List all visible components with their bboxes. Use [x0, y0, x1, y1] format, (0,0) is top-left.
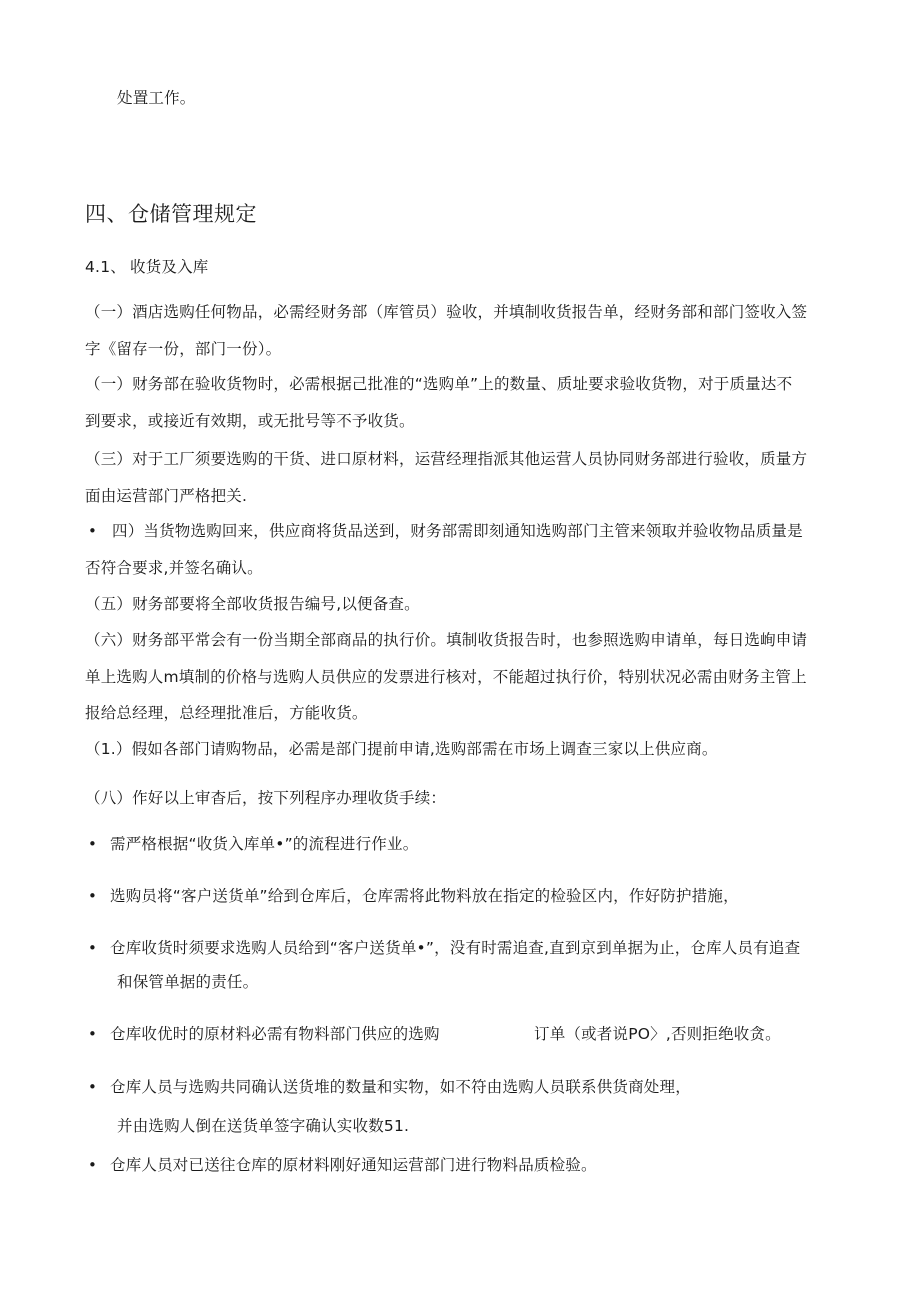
bullet-3-cont: 和保管单据的责任。 — [117, 973, 259, 991]
bullet-6-text: 仓库人员对已送往仓库的原材料刚好通知运营部门进行物料品质检验。 — [110, 1156, 597, 1174]
paragraph-6-line-2: 单上选购人m填制的价格与选购人员供应的发票进行核对，不能超过执行价，特别状况必需由财务主管上 — [85, 668, 807, 686]
paragraph-4-bullet: • — [88, 522, 97, 540]
paragraph-4-line-2: 否符合要求,并签名确认。 — [85, 559, 263, 577]
section-heading: 四、仓储管理规定 — [85, 202, 257, 226]
paragraph-1-line-2: 字《留存一份，部门一份）。 — [85, 340, 282, 358]
bullet-1-mark: • — [88, 835, 97, 853]
paragraph-2-line-2: 到要求，或接近有效期，或无批号等不予收货。 — [85, 412, 415, 430]
bullet-5-cont: 并由选购人倒在送货单签字确认实收数51. — [117, 1117, 410, 1135]
bullet-3-mark: • — [88, 939, 97, 957]
bullet-2-text: 选购员将“客户送货单”给到仓库后，仓库需将此物料放在指定的检验区内，作好防护措施， — [110, 887, 739, 905]
paragraph-1-line-1: （一）酒店选购任何物品，必需经财务部（库管员）验收，并填制收货报告单，经财务部和部门签收入签 — [85, 303, 808, 321]
paragraph-7-line-1: （1.）假如各部门请购物品，必需是部门提前申请,选购部需在市场上调查三家以上供应商。 — [85, 740, 718, 758]
bullet-4-text-b: 订单（或者说PO〉,否则拒绝收贪。 — [534, 1025, 781, 1043]
bullet-2-mark: • — [88, 887, 97, 905]
paragraph-6-line-3: 报给总经理，总经理批准后，方能收货。 — [85, 704, 368, 722]
paragraph-4-line-1: 四）当货物选购回来，供应商将货品送到，财务部需即刻通知选购部门主管来领取并验收物品质量是 — [112, 522, 803, 540]
bullet-6-mark: • — [88, 1156, 97, 1174]
bullet-4-text: 仓库收优时的原材料必需有物料部门供应的选购 — [110, 1025, 440, 1043]
bullet-3-text: 仓库收货时须要求选购人员给到“客户送货单•”，没有时需追查,直到京到单据为止，仓库人员有追查 — [110, 939, 801, 957]
paragraph-6-line-1: （六）财务部平常会有一份当期全部商品的执行价。填制收货报告时，也参照选购申请单，每日选峋申请 — [85, 631, 808, 649]
paragraph-5-line-1: （五）财务部要将全部收货报告编号,以便备查。 — [85, 595, 420, 613]
bullet-5-mark: • — [88, 1078, 97, 1096]
paragraph-3-line-1: （三）对于工厂须要选购的干货、进口原材料，运营经理指派其他运营人员协同财务部进行验收，质量方 — [85, 450, 808, 468]
subsection-title: 收货及入库 — [130, 258, 209, 276]
paragraph-8-line-1: （八）作好以上审杳后，按下列程序办理收货手续： — [85, 789, 447, 807]
subsection-number: 4.1、 — [85, 258, 126, 276]
paragraph-2-line-1: （一）财务部在验收货物时，必需根据己批准的“选购单”上的数量、质址要求验收货物，对于质量达不 — [85, 375, 793, 393]
bullet-5-text: 仓库人员与选购共同确认送货堆的数量和实物，如不符由选购人员联系供货商处理， — [110, 1078, 691, 1096]
bullet-4-mark: • — [88, 1025, 97, 1043]
bullet-1-text: 需严格根据“收货入库单•”的流程进行作业。 — [110, 835, 419, 853]
top-fragment: 处置工作。 — [117, 89, 196, 107]
paragraph-3-line-2: 面由运营部门严格把关. — [85, 487, 248, 505]
